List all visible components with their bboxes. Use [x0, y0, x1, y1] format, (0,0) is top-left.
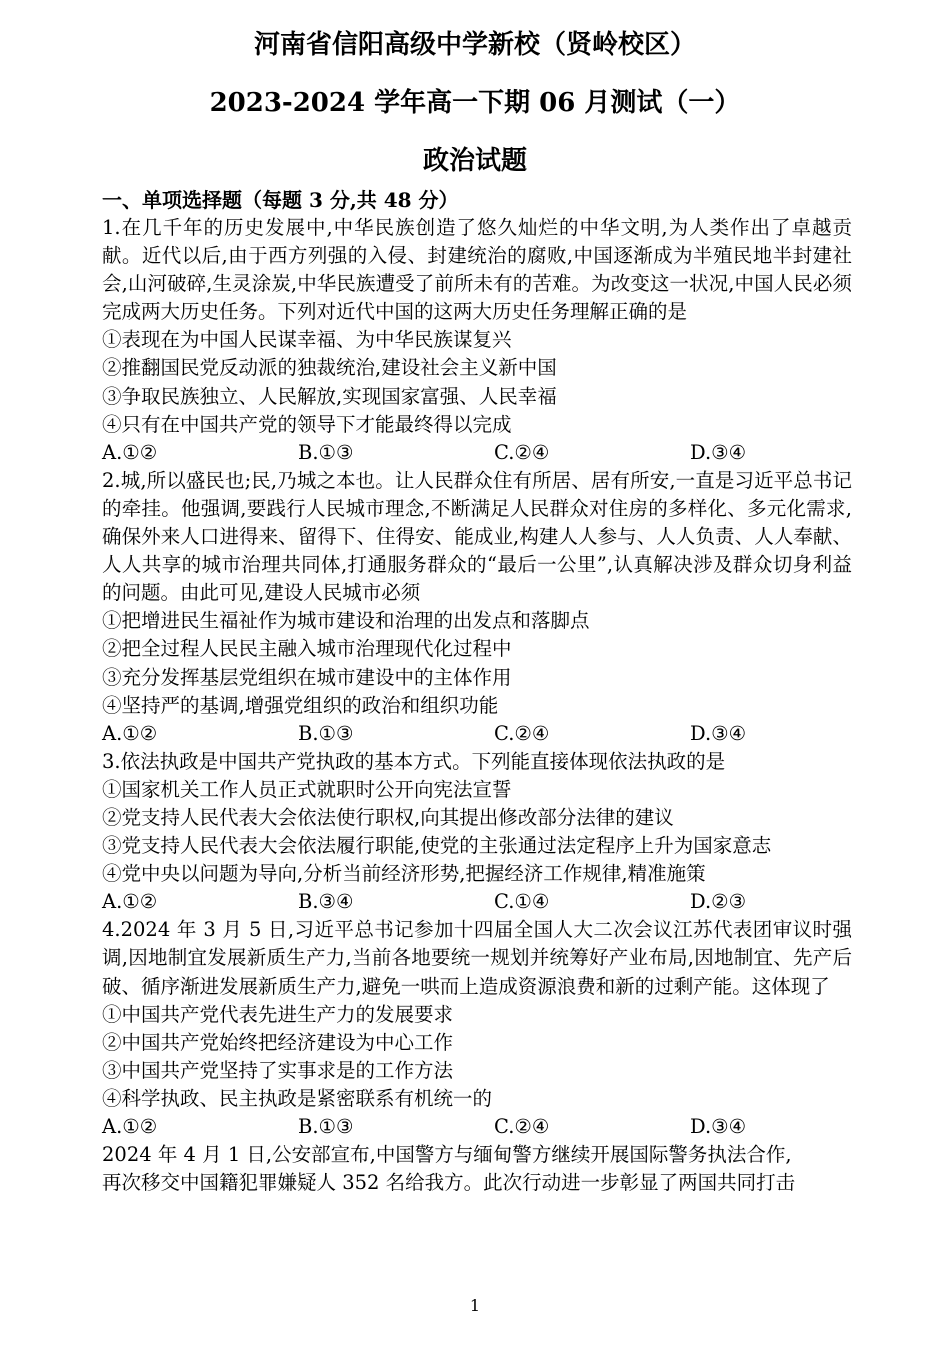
question-3-item: ③党支持人民代表大会依法履行职能,使党的主张通过法定程序上升为国家意志 [102, 834, 772, 858]
question-4-item: ③中国共产党坚持了实事求是的工作方法 [102, 1058, 454, 1082]
option-a: A.①② [102, 1115, 158, 1138]
question-4-options [102, 1113, 852, 1141]
question-1-item: ②推翻国民党反动派的独裁统治,建设社会主义新中国 [102, 356, 557, 380]
passage-line: 2024 年 4 月 1 日,公安部宣布,中国警方与缅甸警方继续开展国际警务执法合作, [102, 1143, 792, 1167]
option-d: D.②③ [690, 890, 747, 914]
question-2-item: ④坚持严的基调,增强党组织的政治和组织功能 [102, 693, 499, 717]
question-1-item: ③争取民族独立、人民解放,实现国家富强、人民幸福 [102, 384, 557, 408]
school-title: 河南省信阳高级中学新校（贤岭校区） [253, 30, 696, 60]
question-3-item: ④党中央以问题为导向,分析当前经济形势,把握经济工作规律,精准施策 [102, 862, 706, 886]
question-4-item: ④科学执政、民主执政是紧密联系有机统一的 [102, 1086, 493, 1110]
question-1-options [102, 439, 852, 467]
option-b: B.①③ [298, 721, 354, 745]
question-4-stem: 4.2024 年 3 月 5 日,习近平总书记参加十四届全国人大二次会议江苏代表团审议时强调,因地制宜发展新质生产力,当前各地要统一规划并统筹好产业布局,因地制宜、先产后破、循序渐进发展新质生产力,避免一哄而上造成资源浪费和新的过剩产能。这体现了 [102, 918, 852, 998]
question-3-stem: 3.依法执政是中国共产党执政的基本方式。下列能直接体现依法执政的是 [102, 749, 726, 773]
question-1-stem: 1.在几千年的历史发展中,中华民族创造了悠久灿烂的中华文明,为人类作出了卓越贡献。近代以后,由于西方列强的入侵、封建统治的腐败,中国逐渐成为半殖民地半封建社会,山河破碎,生灵涂炭,中华民族遭受了前所未有的苦难。为改变这一状况,中国人民必须完成两大历史任务。下列对近代中国的这两大历史任务理解正确的是 [102, 216, 852, 324]
question-2-item: ②把全过程人民民主融入城市治理现代化过程中 [102, 637, 512, 661]
subject-title: 政治试题 [422, 146, 527, 176]
page-number: 1 [469, 1296, 481, 1315]
passage-line: 再次移交中国籍犯罪嫌疑人 352 名给我方。此次行动进一步彰显了两国共同打击 [102, 1171, 796, 1195]
question-3-item: ①国家机关工作人员正式就职时公开向宪法宣誓 [102, 777, 512, 801]
option-c: C.②④ [494, 1115, 550, 1138]
question-2-options [102, 720, 852, 748]
option-b: B.①③ [298, 1115, 354, 1138]
question-3-options [102, 888, 852, 916]
option-b: B.③④ [298, 890, 354, 914]
question-1-item: ④只有在中国共产党的领导下才能最终得以完成 [102, 412, 512, 436]
option-a: A.①② [102, 890, 158, 914]
option-a: A.①② [102, 440, 158, 464]
question-2-item: ③充分发挥基层党组织在城市建设中的主体作用 [102, 665, 512, 689]
option-d: D.③④ [690, 721, 747, 745]
option-a: A.①② [102, 721, 158, 745]
option-d: D.③④ [690, 1115, 747, 1138]
section-heading: 一、单项选择题（每题 3 分,共 48 分） [102, 188, 459, 212]
option-b: B.①③ [298, 440, 354, 464]
option-d: D.③④ [690, 440, 747, 464]
option-c: C.②④ [494, 721, 550, 745]
option-c: C.②④ [494, 440, 550, 464]
question-2-stem: 2.城,所以盛民也;民,乃城之本也。让人民群众住有所居、居有所安,一直是习近平总书记的牵挂。他强调,要践行人民城市理念,不断满足人民群众对住房的多样化、多元化需求,确保外来人口进得来、留得下、住得安、能成业,构建人人参与、人人负责、人人奉献、人人共享的城市治理共同体,打通服务群众的“最后一公里”,认真解决涉及群众切身利益的问题。由此可见,建设人民城市必须 [102, 468, 852, 605]
question-body [102, 214, 852, 1197]
question-4-item: ①中国共产党代表先进生产力的发展要求 [102, 1002, 454, 1026]
option-c: C.①④ [494, 890, 550, 914]
question-3-item: ②党支持人民代表大会依法使行职权,向其提出修改部分法律的建议 [102, 805, 674, 829]
question-2-item: ①把增进民生福祉作为城市建设和治理的出发点和落脚点 [102, 609, 590, 633]
exam-title: 2023-2024 学年高一下期 06 月测试（一） [209, 88, 741, 118]
question-4-item: ②中国共产党始终把经济建设为中心工作 [102, 1030, 454, 1054]
question-1-item: ①表现在为中国人民谋幸福、为中华民族谋复兴 [102, 328, 512, 352]
